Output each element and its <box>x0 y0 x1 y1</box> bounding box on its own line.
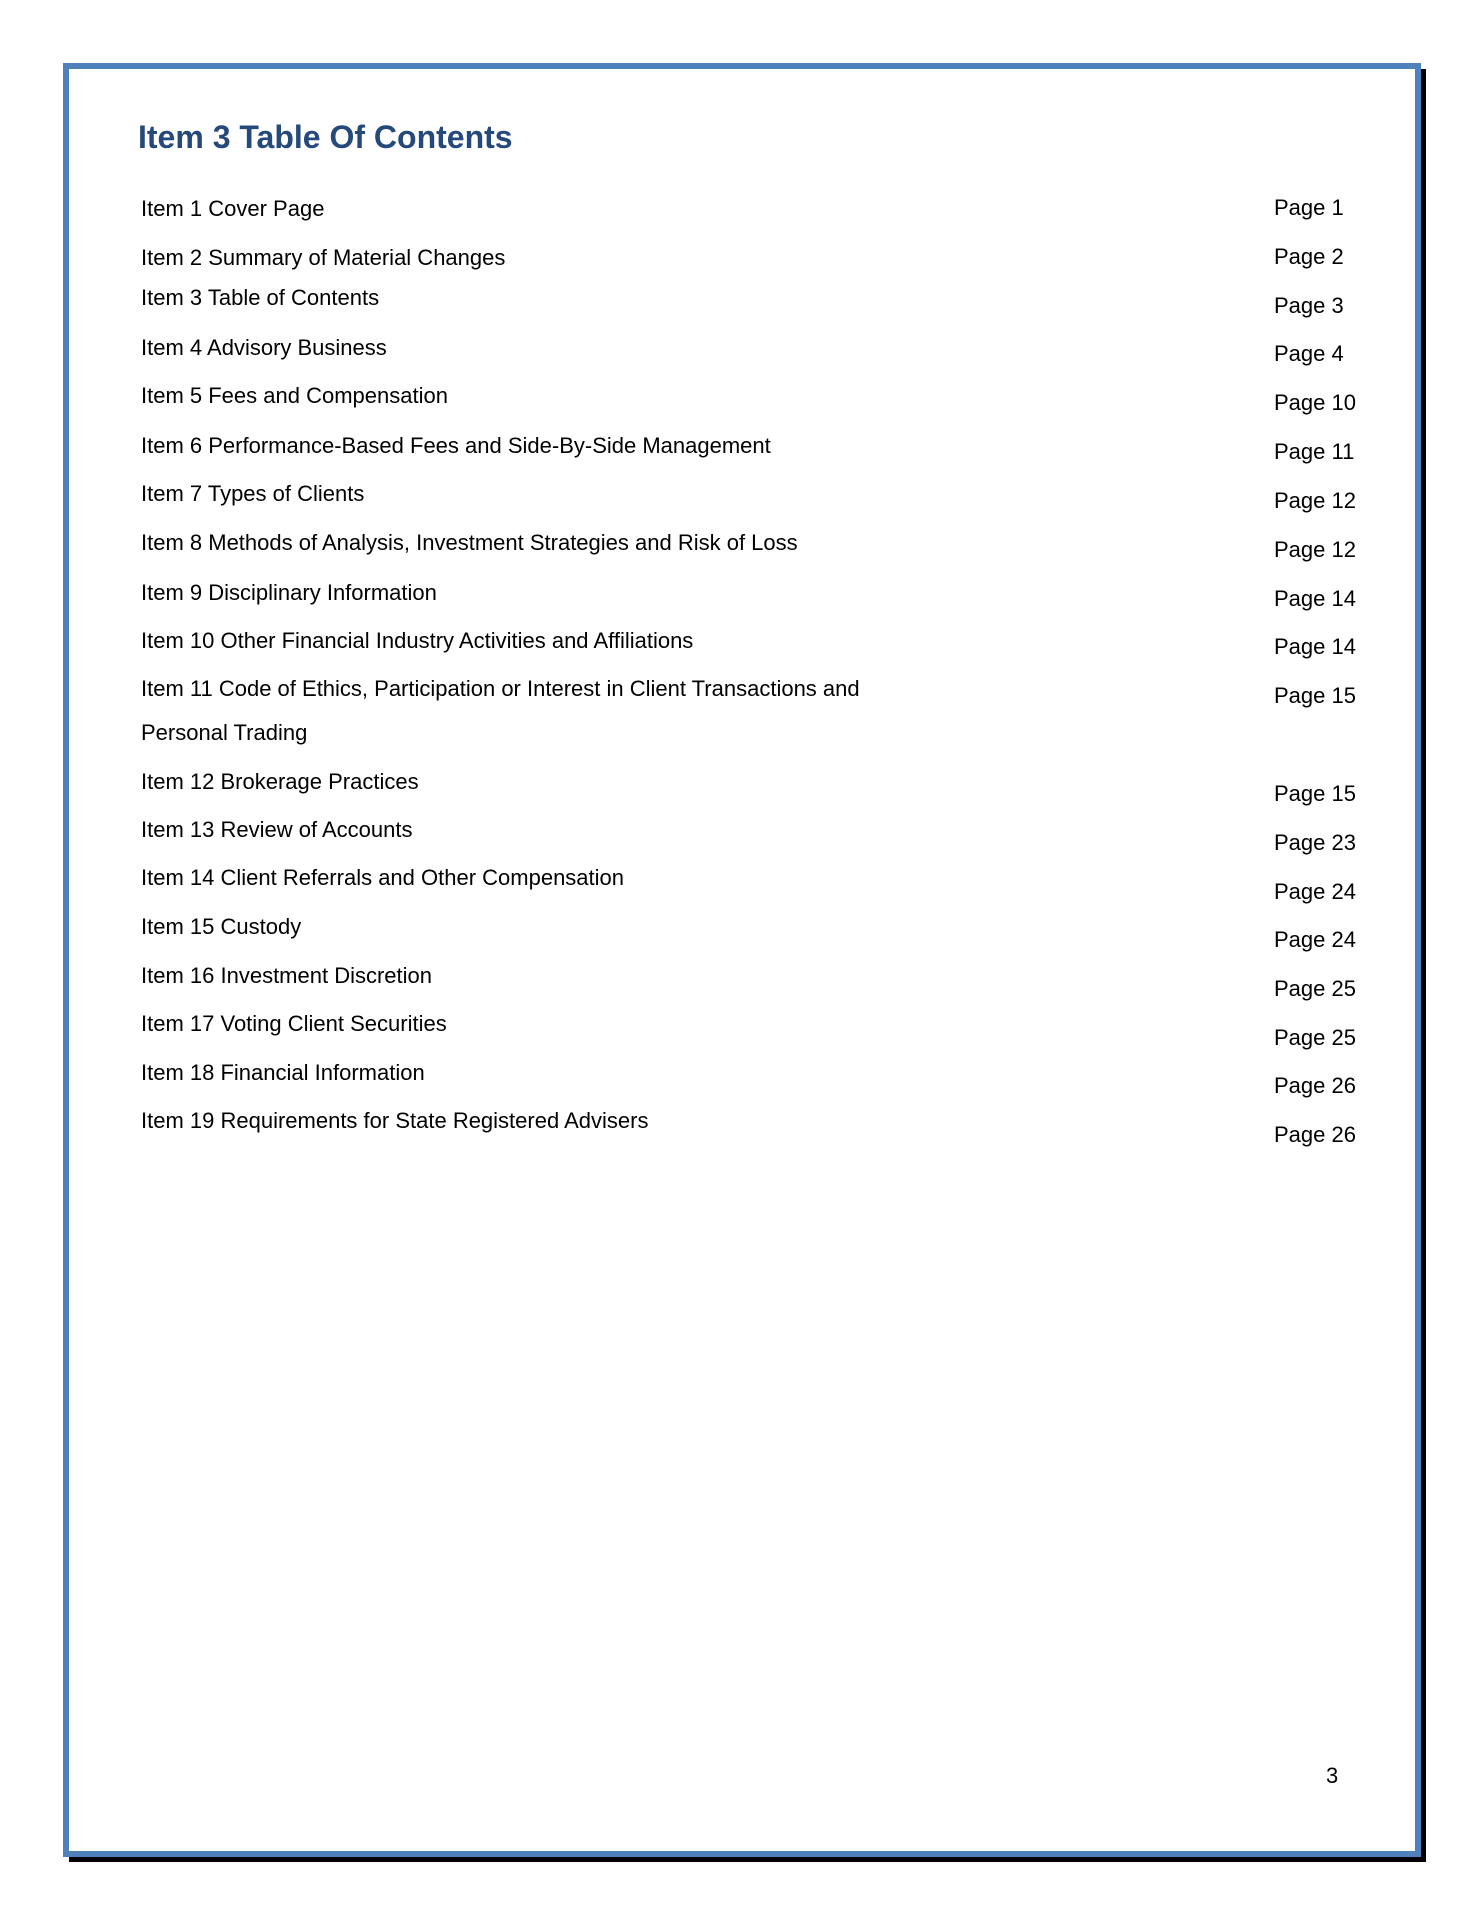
toc-item-label: Item 6 Performance-Based Fees and Side-By-Side Management <box>141 433 771 458</box>
toc-item-page: Page 15 <box>1274 683 1356 708</box>
page-frame <box>63 63 1421 1857</box>
toc-item-page: Page 1 <box>1274 195 1344 220</box>
toc-item-label: Item 15 Custody <box>141 914 302 939</box>
toc-item-label: Item 7 Types of Clients <box>141 481 365 506</box>
toc-item-page: Page 24 <box>1274 927 1356 952</box>
toc-item-label: Item 13 Review of Accounts <box>141 817 413 842</box>
toc-item-page: Page 14 <box>1274 586 1356 611</box>
toc-item-label-line1: Item 11 Code of Ethics, Participation or Interest in Client Transactions and <box>141 676 860 701</box>
toc-item-page: Page 3 <box>1274 293 1344 318</box>
toc-item-page: Page 24 <box>1274 879 1356 904</box>
toc-item-label: Item 5 Fees and Compensation <box>141 383 448 408</box>
toc-item-label: Item 2 Summary of Material Changes <box>141 245 506 270</box>
toc-item-label: Item 9 Disciplinary Information <box>141 580 437 605</box>
page-number: 3 <box>1326 1763 1339 1788</box>
toc-item-label: Item 16 Investment Discretion <box>141 963 433 988</box>
toc-item-label: Item 14 Client Referrals and Other Compensation <box>141 865 625 890</box>
toc-item-label: Item 12 Brokerage Practices <box>141 769 419 794</box>
toc-item-page: Page 4 <box>1274 341 1344 366</box>
toc-item-label: Item 4 Advisory Business <box>141 335 387 360</box>
toc-item-page: Page 12 <box>1274 488 1356 513</box>
toc-item-page: Page 11 <box>1274 439 1355 464</box>
toc-item-page: Page 26 <box>1274 1122 1356 1147</box>
toc-item-label: Item 10 Other Financial Industry Activities and Affiliations <box>141 628 694 653</box>
toc-item-page: Page 12 <box>1274 537 1356 562</box>
toc-item-label: Item 1 Cover Page <box>141 196 325 221</box>
toc-item-label: Item 8 Methods of Analysis, Investment Strategies and Risk of Loss <box>141 530 798 555</box>
toc-item-label: Item 17 Voting Client Securities <box>141 1011 447 1036</box>
page-title: Item 3 Table Of Contents <box>138 119 513 155</box>
toc-item-page: Page 25 <box>1274 976 1356 1001</box>
toc-item-page: Page 2 <box>1274 244 1344 269</box>
toc-item-label-line2: Personal Trading <box>141 720 308 745</box>
toc-item-label-multiline <box>141 678 860 744</box>
toc-item-label: Item 3 Table of Contents <box>141 285 380 310</box>
toc-item-page: Page 10 <box>1274 390 1356 415</box>
toc-item-page: Page 15 <box>1274 781 1356 806</box>
toc-item-page: Page 14 <box>1274 634 1356 659</box>
toc-item-label: Item 18 Financial Information <box>141 1060 425 1085</box>
toc-item-page: Page 25 <box>1274 1025 1356 1050</box>
toc-item-page: Page 26 <box>1274 1073 1356 1098</box>
toc-item-page: Page 23 <box>1274 830 1356 855</box>
toc-item-label: Item 19 Requirements for State Registered Advisers <box>141 1108 649 1133</box>
